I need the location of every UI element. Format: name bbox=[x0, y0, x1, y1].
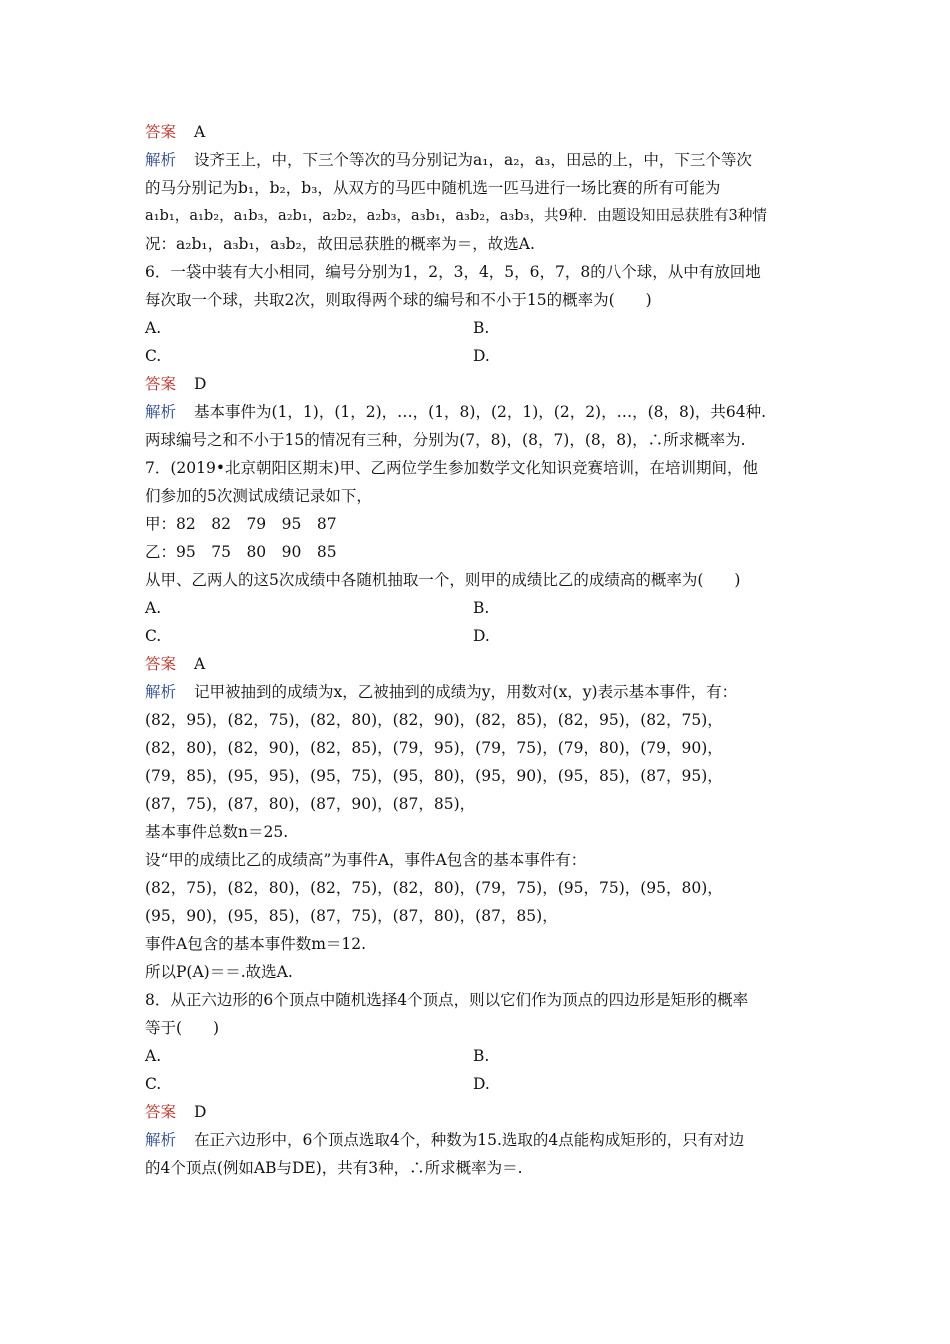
q7-analysis-line-6: 基本事件总数n＝25. bbox=[145, 823, 289, 841]
answer-label: 答案 bbox=[145, 123, 177, 141]
analysis-label: 解析 bbox=[145, 151, 177, 169]
q8-stem-line-2: 等于( ) bbox=[145, 1019, 220, 1037]
q7-analysis-line-3: (82，80)，(82，90)，(82，85)，(79，95)，(79，75)，(79，80)，(79，90)， bbox=[145, 739, 723, 757]
q7-scores-jia: 甲：82 82 79 95 87 bbox=[145, 515, 337, 533]
q7-analysis-line-7: 设“甲的成绩比乙的成绩高”为事件A，事件A包含的基本事件有： bbox=[145, 851, 587, 869]
q6-option-b: B. bbox=[473, 319, 490, 337]
q7-scores-yi: 乙：95 75 80 90 85 bbox=[145, 543, 337, 561]
q7-analysis-line-8: (82，75)，(82，80)，(82，75)，(82，80)，(79，75)，(95，75)，(95，80)， bbox=[145, 879, 723, 897]
q7-option-b: B. bbox=[473, 599, 490, 617]
q7-answer: A bbox=[194, 655, 206, 673]
q7-analysis-line-2: (82，95)，(82，75)，(82，80)，(82，90)，(82，85)，(82，95)，(82，75)， bbox=[145, 711, 723, 729]
q6-option-c: C. bbox=[145, 347, 162, 365]
q8-option-d: D. bbox=[473, 1075, 490, 1093]
q8-analysis-line-2: 的4个顶点(例如AB与DE)，共有3种，∴所求概率为＝. bbox=[145, 1159, 523, 1177]
analysis-label: 解析 bbox=[145, 403, 177, 421]
q5-analysis-line-4: 况：a₂b₁，a₃b₁，a₃b₂，故田忌获胜的概率为＝，故选A. bbox=[145, 235, 535, 253]
answer-label: 答案 bbox=[145, 375, 177, 393]
analysis-label: 解析 bbox=[145, 1131, 177, 1149]
q5-answer-line bbox=[145, 118, 205, 146]
q5-analysis-line-1: 解析 设齐王上，中，下三个等次的马分别记为a₁，a₂，a₃，田忌的上，中，下三个等次 bbox=[145, 151, 752, 169]
answer-label: 答案 bbox=[145, 1103, 177, 1121]
q7-analysis-line-9: (95，90)，(95，85)，(87，75)，(87，80)，(87，85)， bbox=[145, 907, 558, 925]
q5-analysis-line-2: 的马分别记为b₁，b₂，b₃，从双方的马匹中随机选一匹马进行一场比赛的所有可能为 bbox=[145, 179, 721, 197]
q7-option-a: A. bbox=[145, 599, 162, 617]
q7-analysis-line-11: 所以P(A)＝＝.故选A. bbox=[145, 963, 293, 981]
q7-analysis-line-1: 解析 记甲被抽到的成绩为x，乙被抽到的成绩为y，用数对(x，y)表示基本事件，有： bbox=[145, 683, 738, 701]
q7-stem-line-2: 们参加的5次测试成绩记录如下， bbox=[145, 487, 372, 505]
q7-analysis-line-5: (87，75)，(87，80)，(87，90)，(87，85)， bbox=[145, 795, 476, 813]
analysis-label: 解析 bbox=[145, 683, 177, 701]
answer-label: 答案 bbox=[145, 655, 177, 673]
q7-analysis-line-10: 事件A包含的基本事件数m＝12. bbox=[145, 935, 367, 953]
q6-stem-line-2: 每次取一个球，共取2次，则取得两个球的编号和不小于15的概率为( ) bbox=[145, 291, 652, 309]
q8-option-c: C. bbox=[145, 1075, 162, 1093]
q8-answer: D bbox=[194, 1103, 207, 1121]
q7-stem-line-1: 7．(2019•北京朝阳区期末)甲、乙两位学生参加数学文化知识竞赛培训，在培训期间，他 bbox=[145, 459, 759, 477]
q6-option-d: D. bbox=[473, 347, 490, 365]
q8-analysis-line-1: 解析 在正六边形中，6个顶点选取4个，种数为15.选取的4点能构成矩形的，只有对边 bbox=[145, 1131, 745, 1149]
q8-option-a: A. bbox=[145, 1047, 162, 1065]
q7-option-d: D. bbox=[473, 627, 490, 645]
q8-stem-line-1: 8．从正六边形的6个顶点中随机选择4个顶点，则以它们作为顶点的四边形是矩形的概率 bbox=[145, 991, 749, 1009]
q7-analysis-line-4: (79，85)，(95，95)，(95，75)，(95，80)，(95，90)，(95，85)，(87，95)， bbox=[145, 767, 723, 785]
q6-analysis-line-1: 解析 基本事件为(1，1)，(1，2)，…，(1，8)，(2，1)，(2，2)，…，(8，8)，共64种. bbox=[145, 403, 767, 421]
q7-answer-line bbox=[145, 650, 205, 678]
q8-answer-line bbox=[145, 1098, 206, 1126]
q6-answer: D bbox=[194, 375, 207, 393]
q7-option-c: C. bbox=[145, 627, 162, 645]
q5-analysis-line-3: a₁b₁，a₁b₂，a₁b₃，a₂b₁，a₂b₂，a₂b₃，a₃b₁，a₃b₂，a₃b₃，共9种．由题设知田忌获胜有3种情 bbox=[145, 207, 767, 224]
q6-option-a: A. bbox=[145, 319, 162, 337]
q6-analysis-line-2: 两球编号之和不小于15的情况有三种，分别为(7，8)，(8，7)，(8，8)，∴所求概率为. bbox=[145, 431, 746, 449]
q6-stem-line-1: 6．一袋中装有大小相同，编号分别为1，2，3，4，5，6，7，8的八个球，从中有放回地 bbox=[145, 263, 761, 281]
q6-answer-line bbox=[145, 370, 206, 398]
q8-option-b: B. bbox=[473, 1047, 490, 1065]
q7-stem-line-5: 从甲、乙两人的这5次成绩中各随机抽取一个，则甲的成绩比乙的成绩高的概率为( ) bbox=[145, 571, 741, 589]
q5-answer: A bbox=[194, 123, 206, 141]
